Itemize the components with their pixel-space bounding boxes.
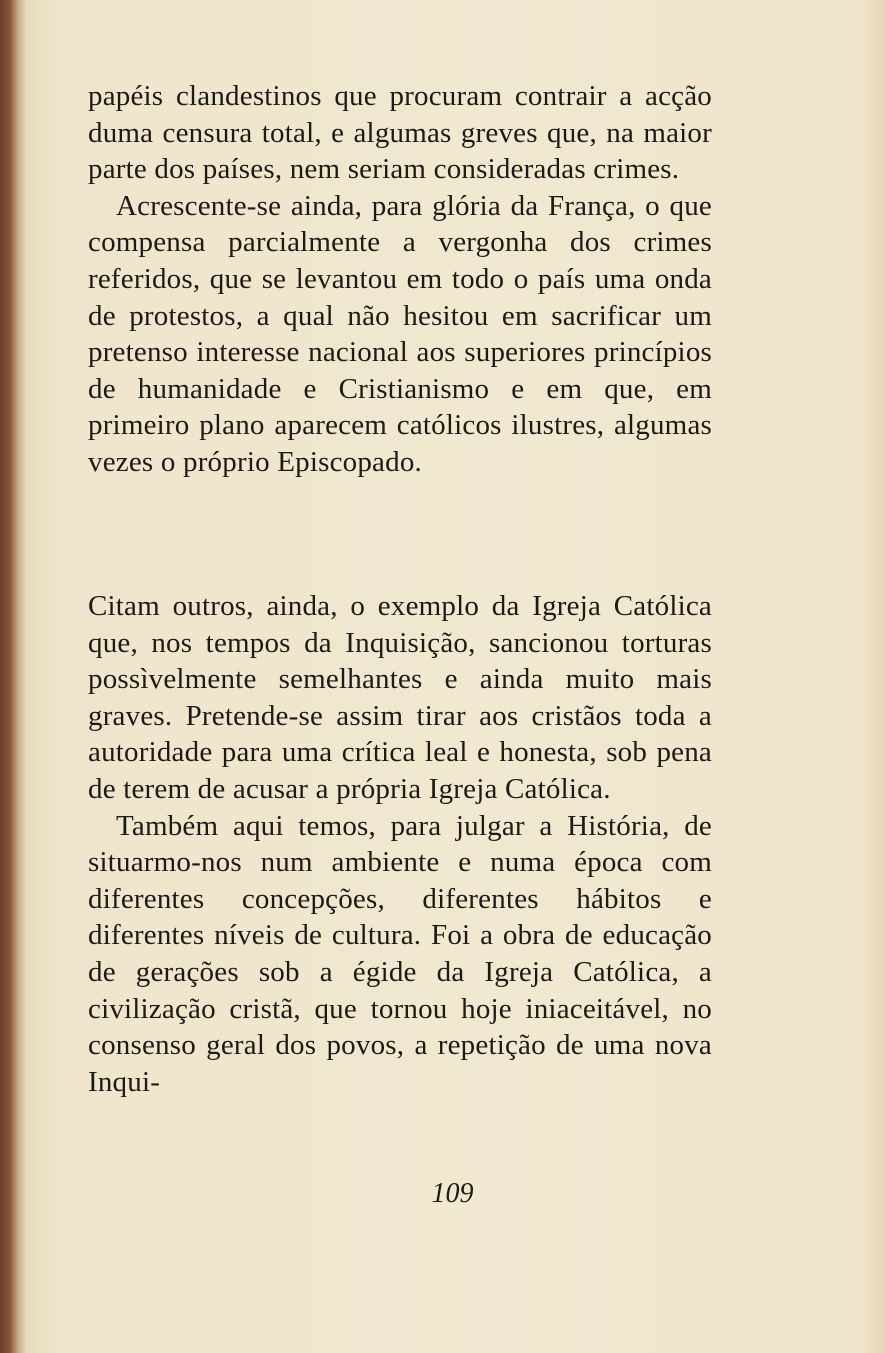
paragraph-france-protests: Acrescente-se ainda, para glória da França, o que compensa parcialmente a vergonha dos crimes referidos, que se levantou em todo o país uma onda de protestos, a qual não hesitou em sacrificar um pretenso interesse nacional aos superiores princípios de humanidade e Cristianismo e em que, em primeiro plano aparecem católicos ilustres, algumas vezes o próprio Episcopado. [88,189,712,478]
paragraph-inquisition-example: Citam outros, ainda, o exemplo da Igreja Católica que, nos tempos da Inquisição, sancionou torturas possìvelmente semelhantes e ainda muito mais graves. Pretende-se assim tirar aos cristãos toda a autoridade para uma crítica leal e honesta, sob pena de terem de acusar a própria Igreja Católica. [88,590,712,805]
text-section-2 [88,588,712,1100]
paragraph-history-context: Também aqui temos, para julgar a História, de situarmo-nos num ambiente e numa época com diferentes concepções, diferentes hábitos e diferentes níveis de cultura. Foi a obra de educação de gerações sob a égide da Igreja Católica, a civilização cristã, que tornou hoje iniaceitável, no consenso geral dos povos, a repetição de uma nova Inqui- [88,809,712,1098]
text-section-1 [88,78,712,481]
paragraph-continuation: papéis clandestinos que procuram contrair a acção duma censura total, e algumas greves que, na maior parte dos países, nem seriam consideradas crimes. [88,80,712,186]
page-number: 109 [431,1178,474,1209]
